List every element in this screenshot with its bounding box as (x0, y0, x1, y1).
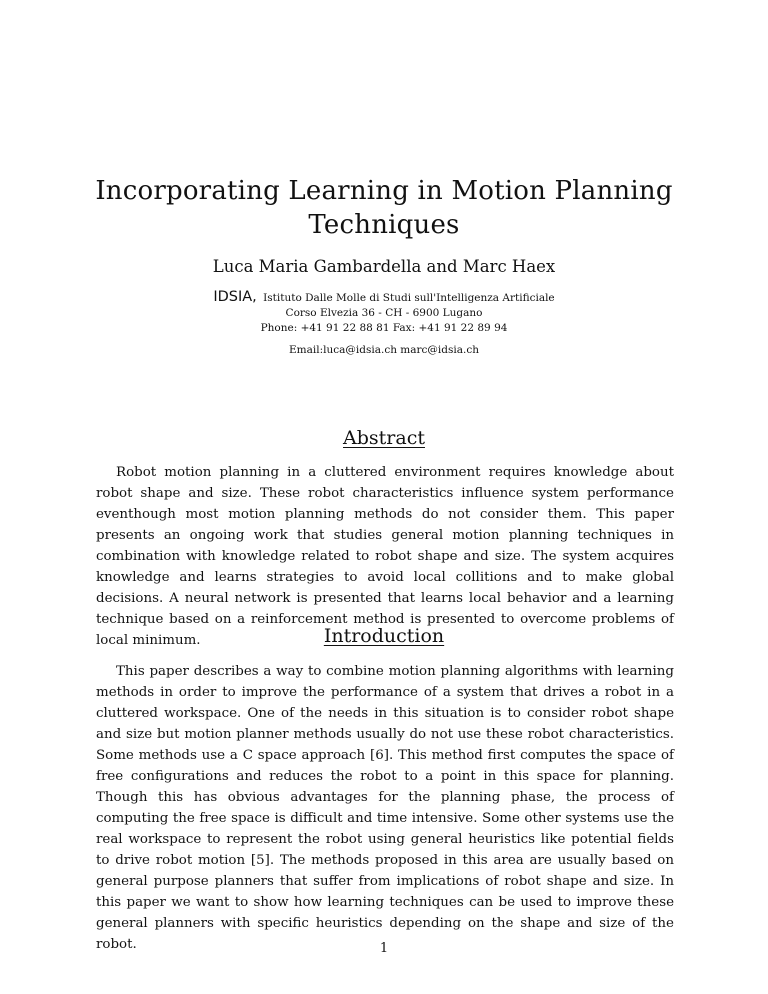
introduction-text: This paper describes a way to combine motion planning algorithms with learning methods in order to improve the performance of a system that drives a robot in a cluttered workspace. One of the needs in this situation is to consider robot shape and size but motion planner methods usually do not use these robot characteristics. Some methods use a C space approach [6]. This method first computes the space of free configurations and reduces the robot to a point in this space for planning. Though this has obvious advantages for the planning phase, the process of computing the free space is difficult and time intensive. Some other systems use the real workspace to represent the robot using general heuristics like potential fields to drive robot motion [5]. The methods proposed in this area are usually based on general purpose planners that suffer from implications of robot shape and size. In this paper we want to show how learning techniques can be used to improve these general planners with specific heuristics depending on the shape and size of the robot. (96, 664, 674, 952)
abstract-heading-text: Abstract (343, 427, 425, 449)
author-list: Luca Maria Gambardella and Marc Haex (212, 257, 556, 276)
paper-title: Incorporating Learning in Motion Planning Techniques (95, 176, 673, 240)
affiliation-address: Corso Elvezia 36 - CH - 6900 Lugano (285, 307, 483, 319)
affiliation-institute-line (60, 290, 708, 306)
affiliation-phone: Phone: +41 91 22 88 81 Fax: +41 91 22 89 94 (260, 322, 508, 334)
introduction-heading (60, 624, 708, 648)
abstract-heading (60, 426, 708, 450)
author-email: Email:luca@idsia.ch marc@idsia.ch (289, 344, 479, 356)
affiliation-block (60, 290, 708, 336)
page-number: 1 (379, 941, 389, 956)
introduction-heading-text: Introduction (323, 625, 445, 647)
affiliation-org: IDSIA, (213, 289, 257, 305)
abstract-text: Robot motion planning in a cluttered environment requires knowledge about robot shape and size. These robot characteristics influence system performance eventhough most motion planning methods do not consider them. This paper presents an ongoing work that studies general motion planning techniques in combination with knowledge related to robot shape and size. The system acquires knowledge and learns strategies to avoid local collitions and to make global decisions. A neural network is presented that learns local behavior and a learning technique based on a reinforcement method is presented to overcome problems of local minimum. (96, 465, 674, 648)
affiliation-institute: Istituto Dalle Molle di Studi sull'Intelligenza Artificiale (263, 292, 555, 304)
